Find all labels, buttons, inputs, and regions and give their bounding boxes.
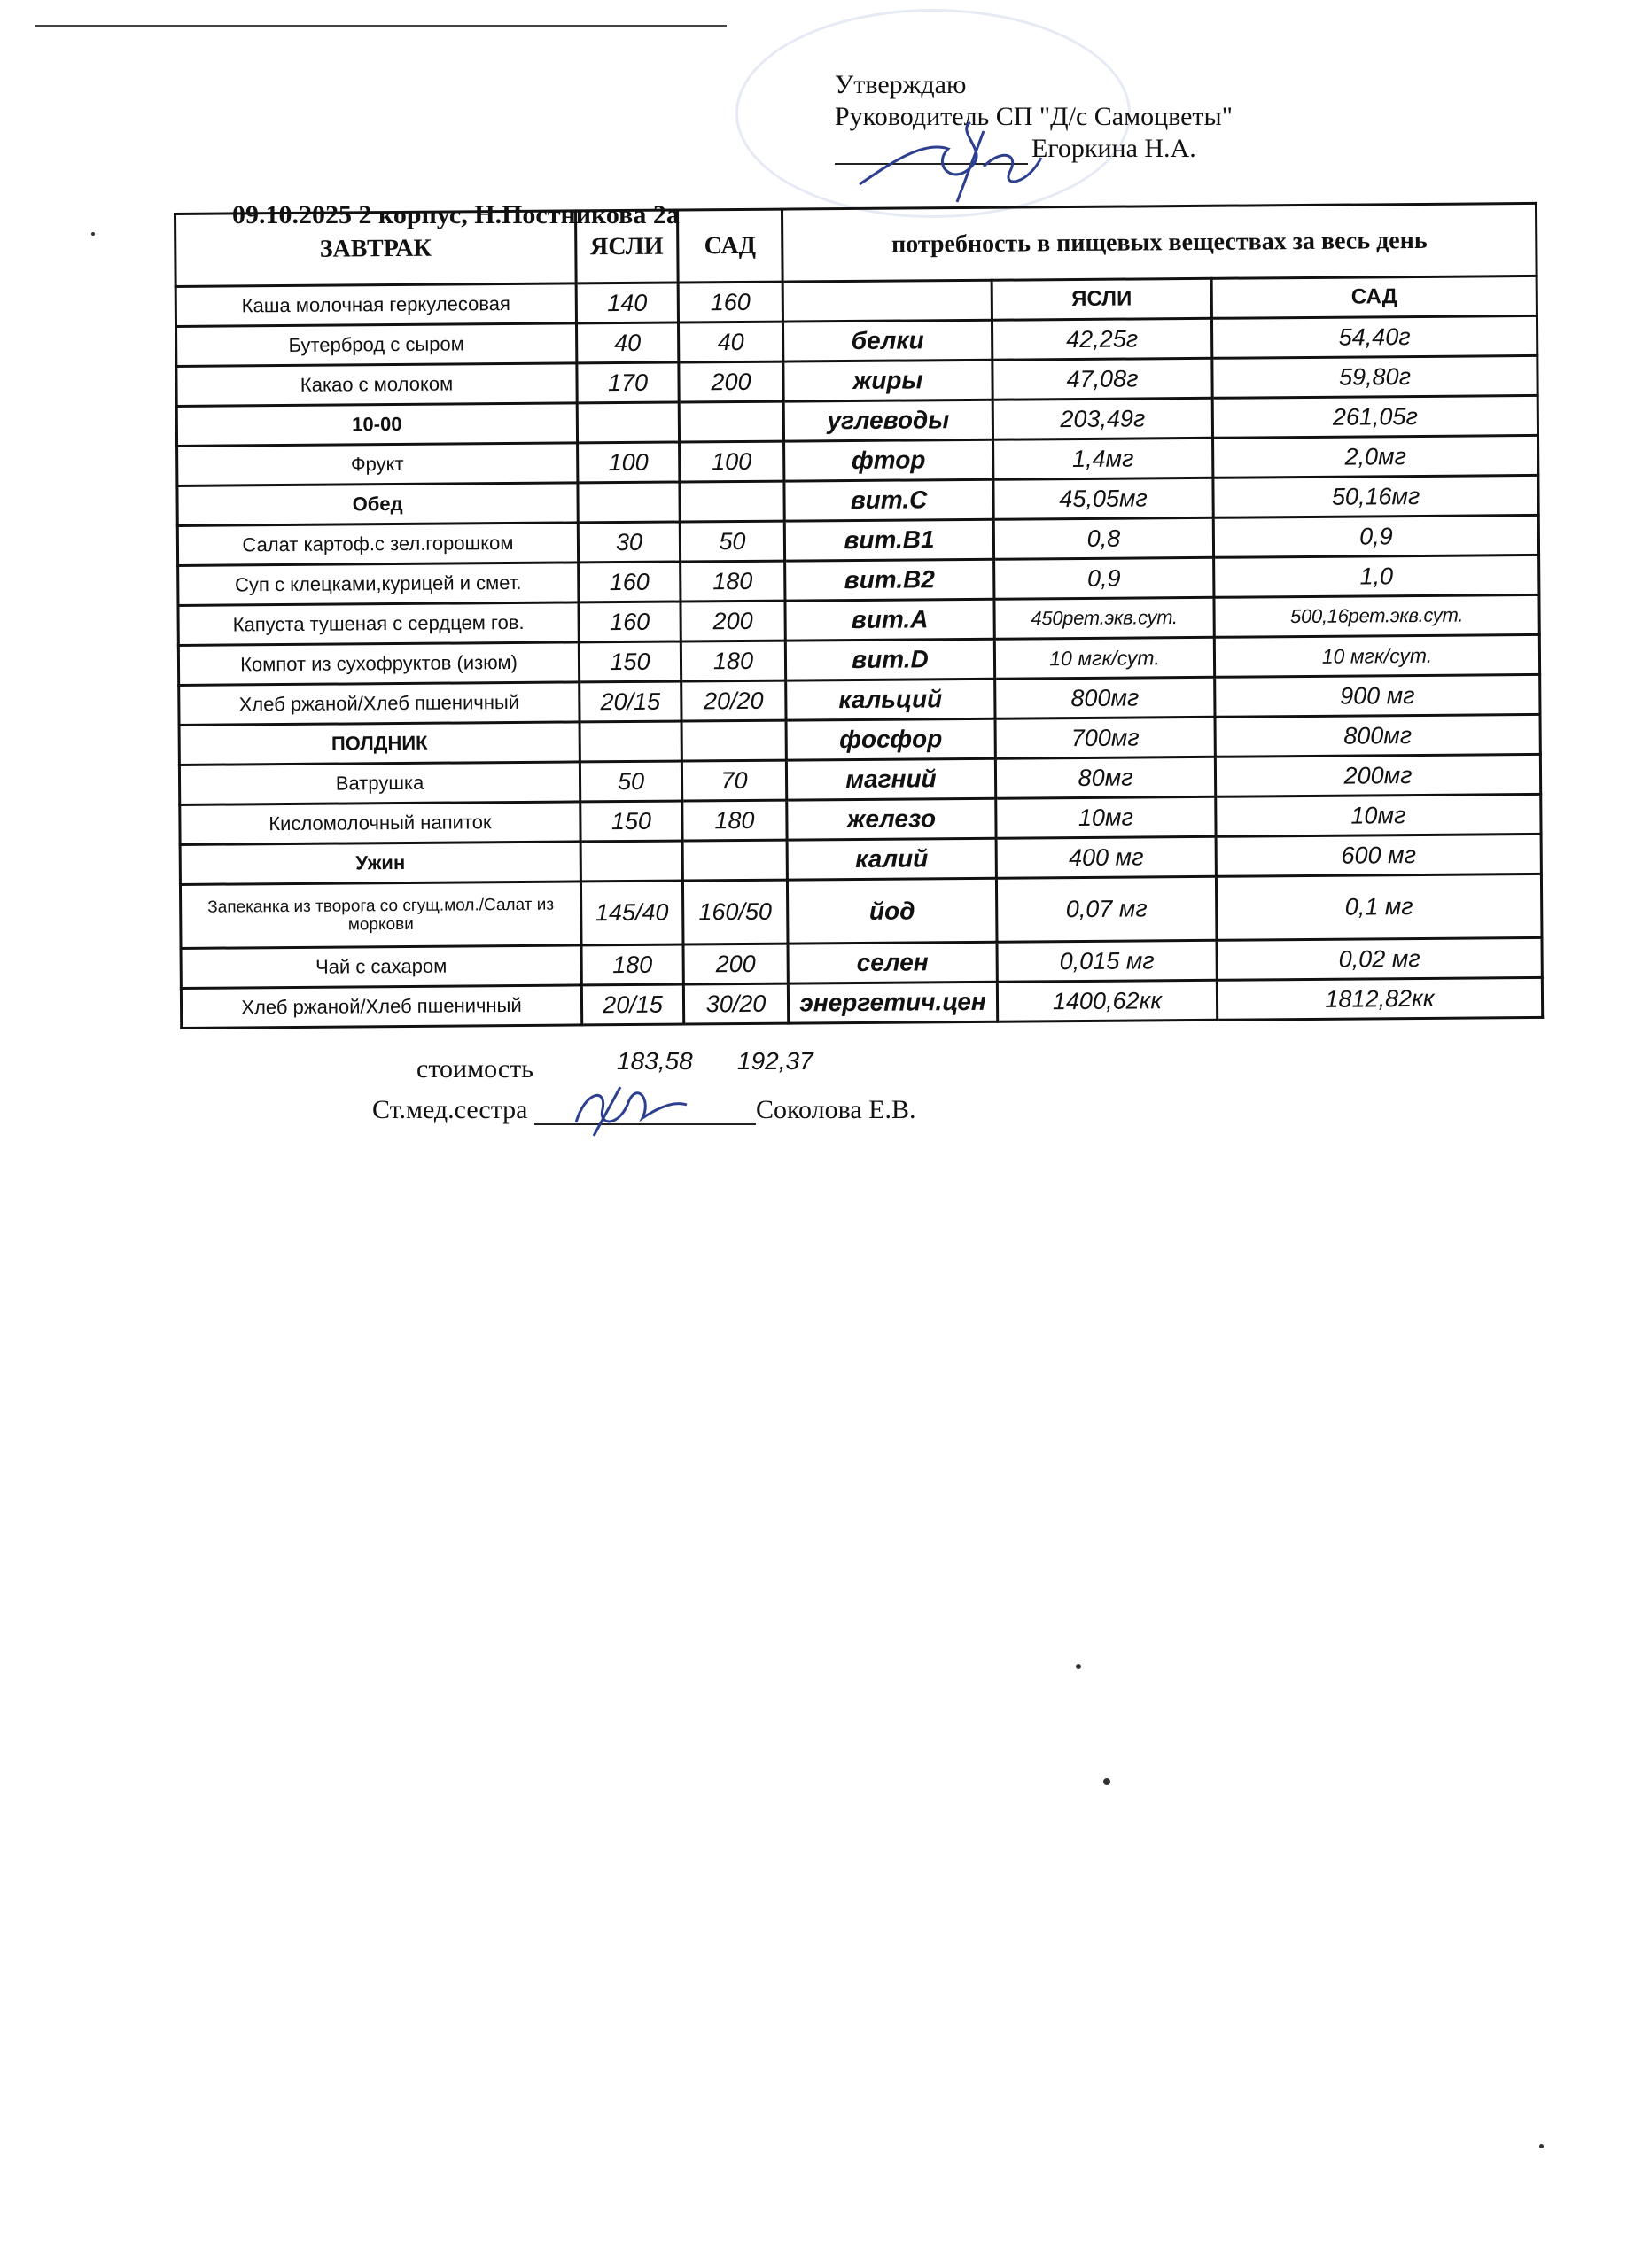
nutrient-name: энергетич.цен (788, 982, 997, 1023)
top-rule (35, 25, 727, 27)
nutrient-name: вит.D (785, 639, 994, 680)
dish-name: Какао с молоком (176, 363, 577, 407)
portion-nursery: 180 (581, 944, 683, 985)
nurse-name: Соколова Е.В. (756, 1095, 916, 1124)
scan-speck (1539, 2144, 1544, 2148)
nutrient-name: белки (782, 320, 992, 361)
page-title: 09.10.2025 2 корпус, Н.Постникова 2а (232, 200, 680, 229)
nutrient-nursery: 10 мгк/сут. (994, 637, 1214, 679)
portion-nursery: 50 (580, 761, 681, 802)
nutrient-garden: 54,40г (1211, 315, 1537, 358)
portion-nursery (578, 482, 680, 523)
portion-nursery: 20/15 (580, 681, 681, 722)
dish-name: Каша молочная геркулесовая (175, 284, 576, 327)
nutrient-garden: 900 мг (1215, 674, 1540, 717)
dish-name: Запеканка из творога со сгущ.мол./Салат из моркови (180, 882, 581, 949)
portion-garden (682, 840, 787, 881)
cost-label: стоимость (416, 1054, 533, 1084)
dish-name: Суп с клецками,курицей и смет. (178, 563, 579, 606)
nutrient-name: углеводы (783, 400, 992, 441)
nutrient-nursery: 0,8 (993, 517, 1213, 559)
dish-name: Хлеб ржаной/Хлеб пшеничный (181, 985, 581, 1029)
nutrient-nursery: 700мг (995, 717, 1215, 758)
nutrient-garden: 600 мг (1216, 834, 1541, 876)
table-row (180, 874, 1542, 948)
nutrient-name: вит.С (784, 479, 993, 521)
portion-garden: 200 (683, 944, 788, 984)
nutrient-nursery: 800мг (995, 677, 1215, 718)
portion-nursery: 100 (578, 442, 680, 483)
nutrient-name: кальций (786, 679, 995, 720)
header-breakfast: ЗАВТРАК (175, 211, 577, 287)
nutrient-name: магний (786, 758, 995, 800)
nutrient-name: фосфор (786, 718, 995, 760)
portion-nursery: 170 (577, 362, 679, 403)
portion-garden: 30/20 (683, 983, 788, 1024)
portion-nursery: 150 (579, 641, 681, 682)
nutrient-nursery: 47,08г (992, 358, 1212, 400)
nutrient-garden: 800мг (1215, 714, 1540, 757)
dish-name: Фрукт (177, 443, 578, 486)
portion-garden: 180 (681, 641, 785, 681)
nutrient-nursery: 0,07 мг (996, 876, 1217, 942)
nutrient-nursery: 42,25г (992, 318, 1211, 360)
approval-position: Руководитель СП "Д/с Самоцветы" (835, 102, 1233, 131)
portion-garden (680, 481, 784, 522)
nutrient-nursery: 1,4мг (993, 438, 1213, 479)
nutrient-nursery: 80мг (995, 757, 1215, 798)
nutrient-nursery: 45,05мг (993, 478, 1213, 519)
nutrient-garden: 1,0 (1214, 555, 1539, 597)
section-label: 10-00 (176, 403, 577, 447)
nutrient-garden: 200мг (1215, 754, 1540, 796)
portion-nursery: 20/15 (581, 984, 683, 1025)
nutrient-nursery: 0,9 (994, 557, 1214, 599)
portion-garden: 20/20 (681, 680, 786, 721)
nutrient-garden: 1812,82кк (1217, 977, 1542, 1020)
portion-garden: 160/50 (682, 880, 788, 944)
nutrient-name: калий (787, 838, 996, 880)
scan-speck (1103, 1778, 1110, 1785)
portion-nursery: 160 (579, 562, 681, 602)
header-nutrient-needs: потребность в пищевых веществах за весь день (782, 203, 1537, 282)
portion-garden: 200 (681, 601, 785, 641)
nutrient-name (782, 280, 992, 322)
nutrient-name: жиры (783, 360, 992, 401)
nutrient-garden: 261,05г (1212, 395, 1537, 438)
nutrient-garden: 50,16мг (1213, 475, 1538, 517)
dish-name: Чай с сахаром (181, 945, 581, 989)
section-label: Обед (177, 483, 578, 526)
menu-table (174, 202, 1544, 1029)
section-label: Ужин (180, 842, 580, 885)
nutrient-garden: 2,0мг (1213, 435, 1538, 478)
nutrient-garden: 0,1 мг (1216, 874, 1542, 940)
nutrient-name: фтор (784, 439, 993, 481)
nutrient-nursery: 10мг (996, 796, 1216, 838)
scan-speck (1076, 1664, 1081, 1669)
dish-name: Салат картоф.с зел.горошком (177, 523, 578, 566)
nutrient-garden: 0,9 (1213, 515, 1538, 557)
dish-name: Капуста тушеная с сердцем гов. (178, 602, 579, 646)
header-garden: САД (677, 209, 782, 283)
portion-garden: 180 (682, 800, 787, 841)
portion-nursery: 140 (576, 283, 678, 323)
nutrient-nursery: 0,015 мг (997, 940, 1217, 982)
portion-garden: 200 (679, 361, 783, 402)
nutrient-nursery: 400 мг (996, 836, 1216, 878)
portion-nursery (580, 841, 682, 882)
portion-garden: 50 (680, 521, 784, 562)
table-header-row (175, 203, 1537, 286)
approval-signatory: Егоркина Н.А. (1031, 134, 1196, 163)
portion-garden: 100 (680, 441, 784, 482)
portion-nursery: 145/40 (580, 881, 683, 945)
portion-garden (679, 401, 783, 442)
subheader-nursery: ЯСЛИ (992, 278, 1211, 320)
portion-nursery: 160 (579, 602, 681, 642)
header-nursery: ЯСЛИ (575, 210, 678, 284)
section-label: ПОЛДНИК (179, 722, 580, 765)
dish-name: Кисломолочный напиток (180, 802, 580, 845)
nurse-label: Ст.мед.сестра (372, 1095, 528, 1124)
portion-garden: 180 (681, 561, 785, 602)
nutrient-nursery: 203,49г (992, 398, 1212, 439)
dish-name: Бутерброд с сыром (176, 323, 577, 367)
nurse-signature (567, 1074, 700, 1145)
subheader-garden: САД (1211, 276, 1537, 318)
nutrient-name: йод (787, 878, 997, 944)
portion-garden (681, 720, 786, 761)
cost-nursery: 183,58 (617, 1047, 693, 1075)
nutrient-name: селен (788, 942, 997, 983)
dish-name: Компот из сухофруктов (изюм) (178, 642, 579, 686)
portion-garden: 40 (678, 322, 782, 362)
nutrient-garden: 59,80г (1212, 355, 1537, 398)
nutrient-name: железо (787, 798, 996, 840)
nutrient-garden: 500,16рет.экв.сут. (1214, 594, 1539, 637)
portion-nursery: 30 (578, 522, 680, 563)
director-signature (851, 113, 1055, 211)
portion-nursery (577, 402, 679, 443)
cost-garden: 192,37 (737, 1047, 813, 1075)
approval-title: Утверждаю (835, 70, 967, 99)
portion-nursery (580, 721, 681, 762)
nutrient-nursery: 450рет.экв.сут. (994, 597, 1214, 639)
portion-garden: 160 (678, 282, 782, 322)
dish-name: Хлеб ржаной/Хлеб пшеничный (179, 682, 580, 726)
portion-nursery: 150 (580, 801, 682, 842)
scan-speck (91, 232, 95, 236)
portion-nursery: 40 (576, 322, 678, 363)
nutrient-garden: 0,02 мг (1217, 937, 1542, 980)
nutrient-garden: 10 мгк/сут. (1214, 634, 1539, 677)
nutrient-name: вит.А (785, 599, 994, 641)
nutrient-name: вит.В1 (784, 519, 993, 561)
nutrient-nursery: 1400,62кк (997, 980, 1217, 1021)
nutrient-name: вит.В2 (785, 559, 994, 601)
portion-garden: 70 (681, 760, 786, 801)
nutrient-garden: 10мг (1216, 794, 1541, 836)
dish-name: Ватрушка (179, 762, 580, 805)
